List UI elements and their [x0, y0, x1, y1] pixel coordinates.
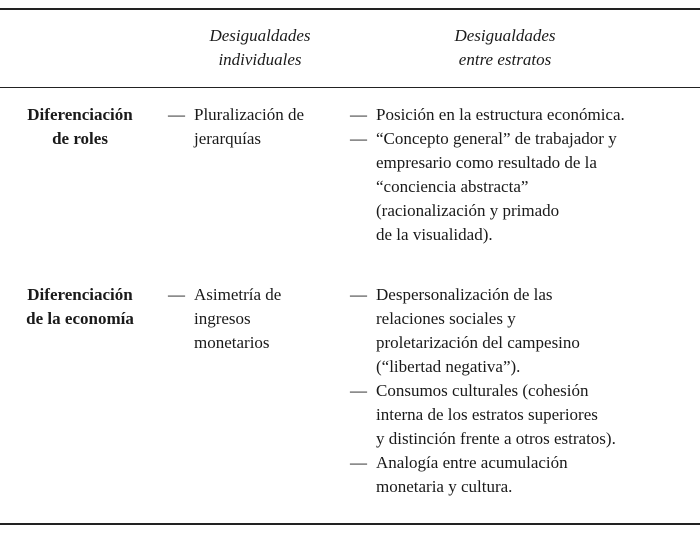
dash-marker: —	[168, 105, 185, 124]
table-bottom-rule	[0, 523, 700, 525]
row-label-line: de roles	[52, 129, 108, 148]
text-line: relaciones sociales y	[376, 309, 516, 328]
list-item	[168, 103, 348, 151]
table-top-rule	[0, 8, 700, 10]
cell-roles-estratos	[350, 103, 695, 247]
dash-marker: —	[350, 453, 367, 472]
text-line: monetaria y cultura.	[376, 477, 513, 496]
cell-economia-estratos	[350, 283, 695, 499]
row-label-line: Diferenciación	[27, 105, 133, 124]
text-line: ingresos	[194, 309, 251, 328]
dash-marker: —	[350, 381, 367, 400]
text-line: “conciencia abstracta”	[376, 177, 529, 196]
text-line: Analogía entre acumulación	[376, 453, 568, 472]
text-line: jerarquías	[194, 129, 262, 148]
text-line: Asimetría de	[194, 285, 282, 304]
dash-marker: —	[350, 129, 367, 148]
text-line: “Concepto general” de trabajador y	[376, 129, 617, 148]
dash-marker: —	[350, 105, 367, 124]
column-header-estratos	[370, 24, 640, 72]
header-line: Desigualdades	[209, 26, 311, 45]
text-line: Posición en la estructura económica.	[376, 105, 625, 124]
header-line: Desigualdades	[454, 26, 556, 45]
row-label-roles	[10, 103, 150, 151]
row-label-economia	[10, 283, 150, 331]
text-line: Despersonalización de las	[376, 285, 553, 304]
text-line: Pluralización de	[194, 105, 304, 124]
list-item	[350, 451, 695, 499]
text-line: de la visualidad).	[376, 225, 493, 244]
header-line: individuales	[218, 50, 302, 69]
header-line: entre estratos	[458, 50, 552, 69]
text-line: (“libertad negativa”).	[376, 357, 521, 376]
row-label-line: Diferenciación	[27, 285, 133, 304]
row-label-line: de la economía	[26, 309, 134, 328]
text-line: Consumos culturales (cohesión	[376, 381, 589, 400]
list-item	[350, 103, 695, 127]
cell-roles-individual	[168, 103, 348, 151]
column-header-individual	[180, 24, 340, 72]
text-line: interna de los estratos superiores	[376, 405, 598, 424]
text-line: proletarización del campesino	[376, 333, 580, 352]
dash-marker: —	[168, 285, 185, 304]
text-line: y distinción frente a otros estratos).	[376, 429, 616, 448]
cell-economia-individual	[168, 283, 348, 355]
list-item	[350, 283, 695, 379]
dash-marker: —	[350, 285, 367, 304]
header-rule	[0, 87, 700, 88]
list-item	[350, 379, 695, 451]
text-line: monetarios	[194, 333, 270, 352]
list-item	[350, 127, 695, 247]
text-line: (racionalización y primado	[376, 201, 560, 220]
list-item	[168, 283, 348, 355]
text-line: empresario como resultado de la	[376, 153, 597, 172]
